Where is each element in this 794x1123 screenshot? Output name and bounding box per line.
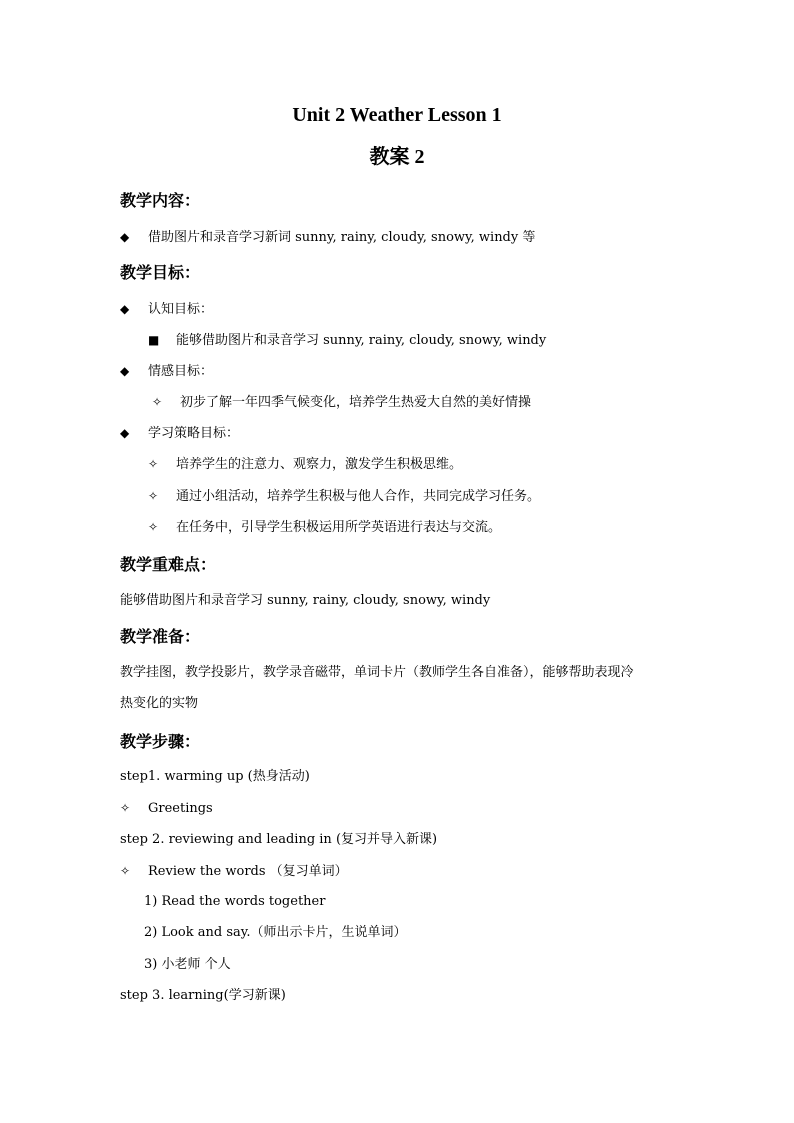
bullet-item: [120, 862, 348, 881]
step-line: step 3. learning(学习新课): [120, 988, 286, 1003]
section-heading-goals: 教学目标：: [120, 263, 201, 282]
section-heading-key-points: 教学重难点：: [120, 555, 217, 574]
section-heading-steps: 教学步骤：: [120, 732, 201, 751]
paragraph: 热变化的实物: [120, 696, 199, 711]
bullet-item: [120, 300, 213, 319]
sub-bullet-item: [148, 331, 546, 350]
bullet-text: 培养学生的注意力、观察力，激发学生积极思维。: [176, 457, 463, 472]
section-heading-preparation: 教学准备：: [120, 627, 201, 646]
step-line: step 2. reviewing and leading in (复习并导入新课): [120, 832, 438, 847]
step-line: step1. warming up (热身活动): [120, 769, 310, 784]
bullet-text: 借助图片和录音学习新词 sunny, rainy, cloudy, snowy, windy 等: [148, 230, 536, 245]
diamond-bullet-icon: ◆: [120, 302, 130, 316]
bullet-text: Review the words （复习单词）: [148, 864, 348, 879]
hollow-star-bullet-icon: ✧: [152, 395, 163, 409]
hollow-star-bullet-icon: ✧: [148, 520, 159, 534]
bullet-item: [120, 799, 213, 818]
bullet-text: 情感目标：: [148, 364, 214, 379]
bullet-text: 通过小组活动，培养学生积极与他人合作，共同完成学习任务。: [176, 489, 541, 504]
bullet-text: Greetings: [148, 801, 213, 816]
bullet-text: 初步了解一年四季气候变化，培养学生热爱大自然的美好情操: [180, 395, 532, 410]
diamond-bullet-icon: ◆: [120, 364, 130, 378]
section-heading-content: 教学内容：: [120, 191, 201, 210]
hollow-star-bullet-icon: ✧: [148, 457, 159, 471]
hollow-star-bullet-icon: ✧: [120, 801, 131, 815]
sub-bullet-item: [148, 487, 540, 506]
square-bullet-icon: ■: [148, 333, 160, 347]
hollow-star-bullet-icon: ✧: [148, 489, 159, 503]
numbered-item: 1) Read the words together: [144, 894, 326, 909]
diamond-bullet-icon: ◆: [120, 230, 130, 244]
hollow-star-bullet-icon: ✧: [120, 864, 131, 878]
diamond-bullet-icon: ◆: [120, 426, 130, 440]
sub-bullet-item: [152, 393, 531, 412]
page-subtitle: 教案 2: [369, 146, 425, 168]
bullet-item: [120, 228, 535, 247]
sub-bullet-item: [148, 455, 462, 474]
paragraph: 能够借助图片和录音学习 sunny, rainy, cloudy, snowy, windy: [120, 593, 491, 608]
paragraph: 教学挂图，教学投影片，教学录音磁带，单词卡片（教师学生各自准备），能够帮助表现冷: [120, 665, 634, 680]
bullet-text: 能够借助图片和录音学习 sunny, rainy, cloudy, snowy, windy: [176, 333, 547, 348]
page-title: Unit 2 Weather Lesson 1: [292, 104, 502, 126]
bullet-item: [120, 424, 239, 443]
bullet-item: [120, 362, 213, 381]
sub-bullet-item: [148, 518, 501, 537]
numbered-item: 3) 小老师 个人: [144, 957, 231, 972]
bullet-text: 在任务中，引导学生积极运用所学英语进行表达与交流。: [176, 520, 502, 535]
bullet-text: 认知目标：: [148, 302, 214, 317]
bullet-text: 学习策略目标：: [148, 426, 240, 441]
numbered-item: 2) Look and say.（师出示卡片，生说单词）: [144, 925, 407, 940]
